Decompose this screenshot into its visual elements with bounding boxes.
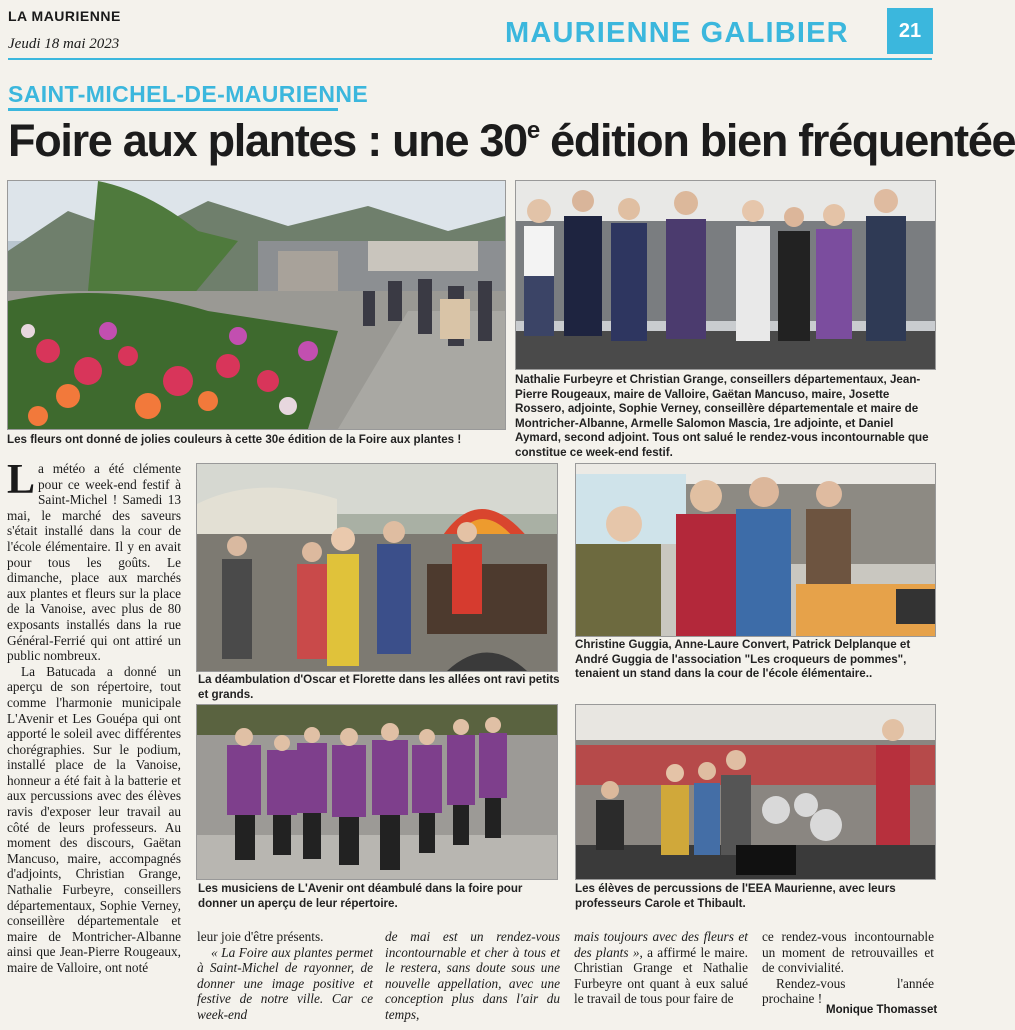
- photo-flower-market: [7, 180, 506, 430]
- caption-musicians: Les musiciens de L'Avenir ont déambulé dans la foire pour donner un aperçu de leur répertoire.: [198, 882, 523, 910]
- photo-musicians-avenir: [196, 704, 558, 880]
- article-column-4: mais toujours avec des fleurs et des plants », a affirmé le maire. Christian Grange et Nathalie Furbeyre ont quant à eux salué le travail de tous pour faire de: [574, 929, 748, 1007]
- page-number: 21: [887, 8, 933, 54]
- article-column-3: de mai est un rendez-vous incontournable et cher à tous et le restera, sans doute sous une nouvelle appellation, avec une conception plus dans l'air du temps,: [385, 929, 560, 1022]
- photo-croqueurs-stand: [575, 463, 936, 637]
- photo-percussion-students: [575, 704, 936, 880]
- section-title: MAURIENNE GALIBIER: [505, 17, 849, 49]
- caption-oscar-florette: La déambulation d'Oscar et Florette dans les allées ont ravi petits et grands.: [198, 673, 560, 701]
- caption-percussion: Les élèves de percussions de l'EEA Maurienne, avec leurs professeurs Carole et Thibault.: [575, 882, 896, 910]
- caption-croqueurs: Christine Guggia, Anne-Laure Convert, Patrick Delplanque et André Guggia de l'association "Les croqueurs de pommes", tenaient un stand dans la cour de l'école élémentaire..: [575, 638, 911, 680]
- article-column-5: ce rendez-vous incontournable un moment de retrouvailles et de convivialité. Rendez-vous l'année prochaine !: [762, 929, 934, 1007]
- headline: Foire aux plantes : une 30e édition bien fréquentée: [8, 115, 1015, 166]
- publication-name: LA MAURIENNE: [8, 8, 121, 24]
- issue-date: Jeudi 18 mai 2023: [8, 36, 120, 52]
- header-rule: [8, 58, 932, 60]
- town-underline: [8, 108, 338, 111]
- caption-flowers: Les fleurs ont donné de jolies couleurs à cette 30e édition de la Foire aux plantes !: [7, 433, 462, 446]
- article-column-2: leur joie d'être présents. « La Foire aux plantes permet à Saint-Michel de rayonner, de donner une image positive et festive de notre ville. Car ce week-end: [197, 929, 373, 1022]
- drop-cap: L: [7, 457, 36, 503]
- photo-officials-stage: [515, 180, 936, 370]
- town-kicker: SAINT-MICHEL-DE-MAURIENNE: [8, 81, 369, 107]
- caption-officials: Nathalie Furbeyre et Christian Grange, conseillers départementaux, Jean-Pierre Rougeaux, maire de Valloire, Gaëtan Mancuso, maire, Josette Rossero, adjointe, Sophie Verney, conseillère départementale et maire de Montricher-Albanne, Armelle Salomon Mascia, 1re adjointe, et Daniel Aymard, second adjoint. Tous ont salué le rendez-vous incontournable que constitue ce week-end festif.: [515, 373, 929, 459]
- byline: Monique Thomasset: [826, 1004, 938, 1016]
- photo-oscar-florette: [196, 463, 558, 672]
- article-column-1: La météo a été clémente pour ce week-end festif à Saint-Michel ! Samedi 13 mai, le marché des saveurs s'était installé dans la cour de l'école élémentaire. Il y en avait pour tous les goûts. Le dimanche, place aux marchés aux plantes et fleurs sur la place de la Vanoise, avec plus de 80 exposants installés dans la rue Général-Ferrié qui ont attiré un public nombreux. La Batucada a donné un aperçu de son répertoire, tout comme l'harmonie municipale L'Avenir et Les Gouépa qui ont apporté le soleil avec différentes chorégraphies. Sur le podium, installé place de la Vanoise, honneur a été fait à la batterie et aux percussions avec des élèves ravis d'exposer leur travail au côté de leurs professeurs. Au moment des discours, Gaëtan Mancuso, maire, accompagnés d'adjoints, Christian Grange, Nathalie Furbeyre, conseillers départementaux, Sophie Verney, conseillère départementale et maire de Montricher-Albanne ainsi que Jean-Pierre Rougeaux, maire de Valloire, ont noté: [7, 457, 181, 975]
